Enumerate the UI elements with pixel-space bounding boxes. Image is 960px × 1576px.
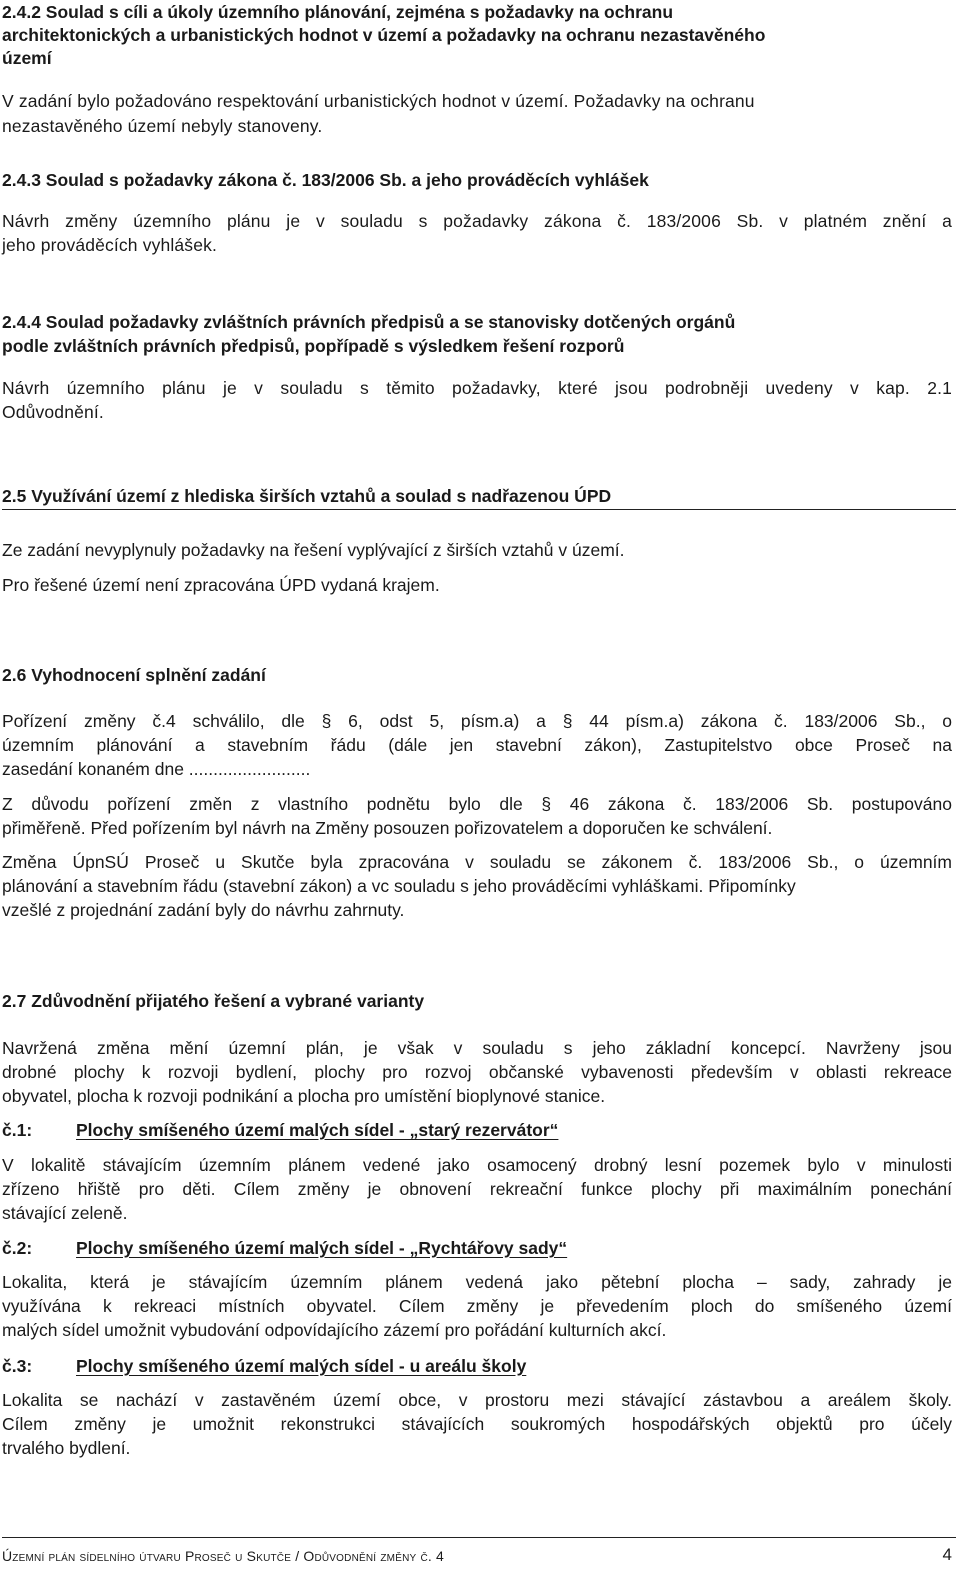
- paragraph-2-6-1-line-1: Pořízení změny č.4 schválilo, dle § 6, odst 5, písm.a) a § 44 písm.a) zákona č. 183/2006 Sb., o: [2, 711, 952, 731]
- heading-2-4-4-line-2: podle zvláštních právních předpisů, popřípadě s výsledkem řešení rozporů: [2, 336, 625, 356]
- item-2-text-line-1: Lokalita, která je stávajícím územním plánem vedená jako pětební plocha – sady, zahrady je: [2, 1272, 952, 1292]
- item-3-title: Plochy smíšeného území malých sídel - u areálu školy: [76, 1356, 527, 1376]
- heading-2-5-underline: [2, 509, 956, 510]
- paragraph-2-6-3-line-2: plánování a stavebním řádu (stavební zákon) a vc souladu s jeho prováděcími vyhláškami. Připomínky: [2, 876, 796, 896]
- item-1-title: Plochy smíšeného území malých sídel - „starý rezervátor“: [76, 1120, 559, 1140]
- paragraph-2-6-2-line-2: přiměřeně. Před pořízením byl návrh na Změny posouzen pořizovatelem a doporučen ke schválení.: [2, 818, 773, 838]
- paragraph-2-6-1-line-2: územním plánování a stavebním řádu (dále jen stavební zákon), Zastupitelstvo obce Proseč na: [2, 735, 952, 755]
- heading-2-4-2-line-3: území: [2, 48, 52, 68]
- item-3-text-line-2: Cílem změny je umožnit rekonstrukci stávajících soukromých hospodářských objektů pro účely: [2, 1414, 952, 1434]
- paragraph-2-6-1-line-3: zasedání konaném dne .........................: [2, 759, 311, 779]
- paragraph-2-4-2-line-1: V zadání bylo požadováno respektování urbanistických hodnot v území. Požadavky na ochranu: [2, 91, 755, 111]
- paragraph-2-7-line-1: Navržená změna mění územní plán, je však v souladu s jeho základní koncepcí. Navrženy jsou: [2, 1038, 952, 1058]
- item-1-text-line-2: zřízeno hřiště pro děti. Cílem změny je obnovení rekreační funkce plochy při maximálním ponechání: [2, 1179, 952, 1199]
- paragraph-2-7-line-2: drobné plochy k rozvoji bydlení, plochy pro rozvoj občanské vybavenosti především v oblasti rekreace: [2, 1062, 952, 1082]
- item-1-heading: [2, 1118, 952, 1142]
- item-3-heading: [2, 1354, 952, 1378]
- item-2-text-line-3: malých sídel umožnit vybudování odpovídajícího zázemí pro pořádání kulturních akcí.: [2, 1320, 667, 1340]
- footer-rule: [2, 1537, 956, 1538]
- paragraph-2-5-1: Ze zadání nevyplynuly požadavky na řešení vyplývající z širších vztahů v území.: [2, 540, 625, 560]
- heading-2-4-2-line-2: architektonických a urbanistických hodnot v území a požadavky na ochranu nezastavěného: [2, 25, 766, 45]
- paragraph-2-6-3-line-1: Změna ÚpnSÚ Proseč u Skutče byla zpracována v souladu se zákonem č. 183/2006 Sb., o územním: [2, 852, 952, 872]
- page-number: 4: [942, 1545, 952, 1564]
- heading-2-4-4-line-1: 2.4.4 Soulad požadavky zvláštních právních předpisů a se stanovisky dotčených orgánů: [2, 312, 736, 332]
- item-2-title: Plochy smíšeného území malých sídel - „Rychtářovy sady“: [76, 1238, 568, 1258]
- item-3-number: č.3:: [2, 1356, 33, 1376]
- item-3-text-line-3: trvalého bydlení.: [2, 1438, 131, 1458]
- heading-2-7: 2.7 Zdůvodnění přijatého řešení a vybrané varianty: [2, 991, 425, 1011]
- paragraph-2-6-3-line-3: vzešlé z projednání zadání byly do návrhu zahrnuty.: [2, 900, 405, 920]
- paragraph-2-7-line-3: obyvatel, plocha k rozvoji podnikání a plocha pro umístění bioplynové stanice.: [2, 1086, 606, 1106]
- paragraph-2-5-2: Pro řešené území není zpracována ÚPD vydaná krajem.: [2, 575, 440, 595]
- heading-2-5: 2.5 Využívání území z hlediska širších vztahů a soulad s nadřazenou ÚPD: [2, 486, 612, 506]
- item-3-text-line-1: Lokalita se nachází v zastavěném území obce, v prostoru mezi stávající zástavbou a areálem školy.: [2, 1390, 952, 1410]
- item-1-text-line-3: stávající zeleně.: [2, 1203, 128, 1223]
- paragraph-2-6-2-line-1: Z důvodu pořízení změn z vlastního podnětu bylo dle § 46 zákona č. 183/2006 Sb. postupováno: [2, 794, 952, 814]
- paragraph-2-4-3-line-2: jeho prováděcích vyhlášek.: [2, 235, 217, 255]
- paragraph-2-4-3-line-1: Návrh změny územního plánu je v souladu s požadavky zákona č. 183/2006 Sb. v platném znění a: [2, 211, 952, 231]
- item-2-text-line-2: využívána k rekreaci místních obyvatel. Cílem změny je převedením ploch do smíšeného území: [2, 1296, 952, 1316]
- item-1-text-line-1: V lokalitě stávajícím územním plánem vedené jako osamocený drobný lesní pozemek bylo v minulosti: [2, 1155, 952, 1175]
- heading-2-4-2-line-1: 2.4.2 Soulad s cíli a úkoly územního plánování, zejména s požadavky na ochranu: [2, 2, 674, 22]
- item-2-number: č.2:: [2, 1238, 33, 1258]
- item-2-heading: [2, 1236, 952, 1260]
- item-1-number: č.1:: [2, 1120, 33, 1140]
- footer-title: Územní plán sídelního útvaru Proseč u Skutče / Odůvodnění změny č. 4: [2, 1548, 445, 1564]
- paragraph-2-4-4-line-1: Návrh územního plánu je v souladu s těmito požadavky, které jsou podrobněji uvedeny v kap. 2.1: [2, 378, 952, 398]
- heading-2-4-3: 2.4.3 Soulad s požadavky zákona č. 183/2006 Sb. a jeho prováděcích vyhlášek: [2, 170, 649, 190]
- heading-2-6: 2.6 Vyhodnocení splnění zadání: [2, 665, 266, 685]
- paragraph-2-4-4-line-2: Odůvodnění.: [2, 402, 104, 422]
- paragraph-2-4-2-line-2: nezastavěného území nebyly stanoveny.: [2, 116, 323, 136]
